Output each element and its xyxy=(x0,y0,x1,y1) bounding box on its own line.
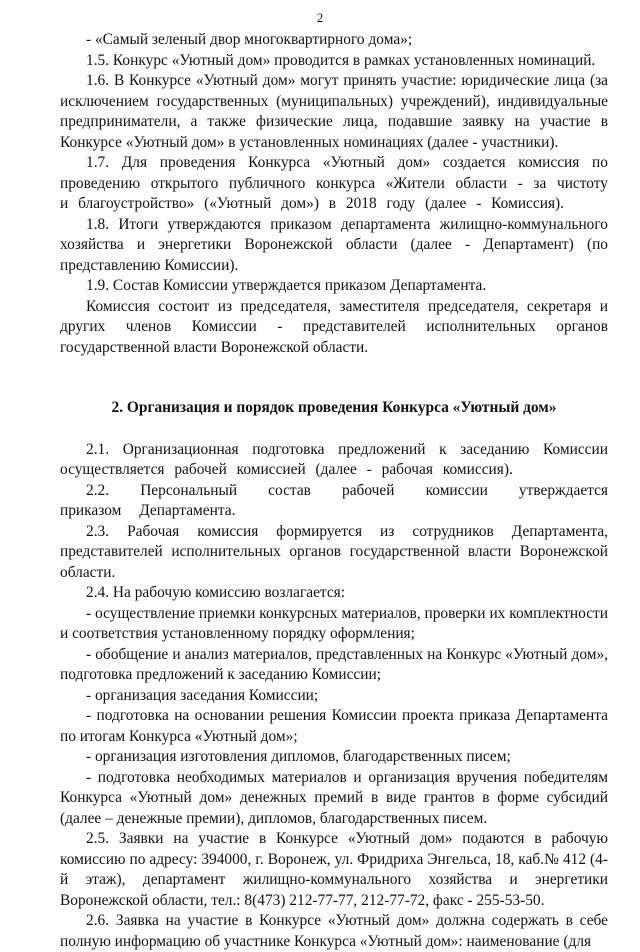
page-number: 2 xyxy=(316,10,324,25)
list-item-acceptance: - осуществление приемки конкурсных материалов, проверки их комплектности и соответствия установленному порядку оформления; xyxy=(60,604,608,642)
paragraph-1-5: 1.5. Конкурс «Уютный дом» проводится в рамках установленных номинаций. xyxy=(86,51,596,69)
paragraph-2-6: 2.6. Заявка на участие в Конкурсе «Уютный дом» должна содержать в себе полную информацию об участнике Конкурса «Уютный дом»: наименование (для xyxy=(60,912,608,950)
document-body xyxy=(60,30,608,952)
list-item-analysis: - обобщение и анализ материалов, представленных на Конкурс «Уютный дом», подготовка предложений к заседанию Комиссии; xyxy=(60,645,608,683)
paragraph-2-3: 2.3. Рабочая комиссия формируется из сотрудников Департамента, представителей исполнительных органов государственной власти Воронежской области. xyxy=(60,522,608,581)
paragraph-2-2: 2.2. Персональный состав рабочей комиссии утверждается приказом Департамента. xyxy=(60,481,608,519)
list-item-diplomas: - организация изготовления дипломов, благодарственных писем; xyxy=(86,748,511,765)
list-item-awards: - подготовка необходимых материалов и организация вручения победителям Конкурса «Уютный дом» денежных премий в виде грантов в форме субсидий (далее – денежные премии), дипломов, благодарственных писем. xyxy=(60,768,608,827)
list-item-order-draft: - подготовка на основании решения Комиссии проекта приказа Департамента по итогам Конкурса «Уютный дом»; xyxy=(60,707,608,745)
paragraph-2-5: 2.5. Заявки на участие в Конкурсе «Уютный дом» подаются в рабочую комиссию по адресу: 394000, г. Воронеж, ул. Фридриха Энгельса, 18, каб.№ 412 (4-й этаж), департамент жилищно-коммунального хозяйства и энергетики Воронежской области, тел.: 8(473) 212-77-77, 212-77-72, факс - 255-53-50. xyxy=(60,830,608,909)
section-heading: 2. Организация и порядок проведения Конкурса «Уютный дом» xyxy=(111,399,557,416)
paragraph-2-4: 2.4. На рабочую комиссию возлагается: xyxy=(86,584,346,601)
paragraph-1-7: 1.7. Для проведения Конкурса «Уютный дом» создается комиссия по проведению открытого публичного конкурса «Жители области - за чистоту и благоустройство» («Уютный дом») в 2018 году (далее - Комиссия). xyxy=(60,154,608,212)
list-item-meeting: - организация заседания Комиссии; xyxy=(86,686,319,704)
paragraph-1-6: 1.6. В Конкурсе «Уютный дом» могут принять участие: юридические лица (за исключением государственных (муниципальных) учреждений), индивидуальные предприниматели, а также физические лица, подавшие заявку на участие в Конкурсе «Уютный дом» в установленных номинациях (далее - участники). xyxy=(60,72,608,151)
paragraph-1-9: 1.9. Состав Комиссии утверждается приказом Департамента. xyxy=(86,277,487,294)
paragraph-1-8: 1.8. Итоги утверждаются приказом департамента жилищно-коммунального хозяйства и энергетики Воронежской области (далее - Департамент) (по представлению Комиссии). xyxy=(60,215,608,274)
paragraph-2-1: 2.1. Организационная подготовка предложений к заседанию Комиссии осуществляется рабочей комиссией (далее - рабочая комиссия). xyxy=(60,440,608,478)
paragraph-nomination-item: - «Самый зеленый двор многоквартирного дома»; xyxy=(86,31,413,48)
paragraph-commission-composition: Комиссия состоит из председателя, заместителя председателя, секретаря и других членов Комиссии - представителей исполнительных органов государственной власти Воронежской области. xyxy=(60,297,608,356)
